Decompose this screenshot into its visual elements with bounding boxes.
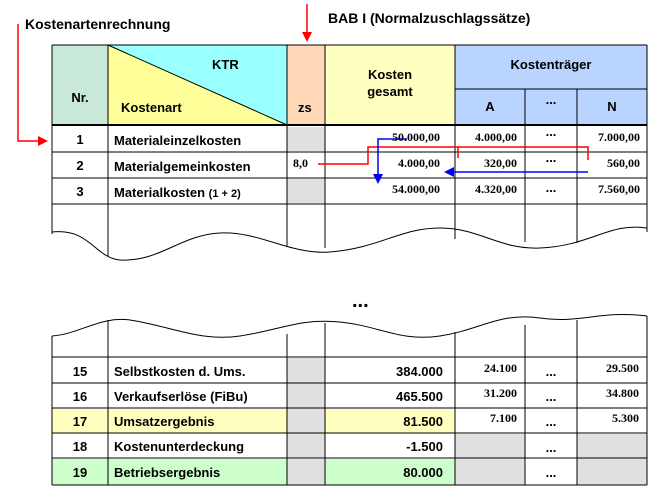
row-dots: ... [545,465,557,480]
row-nr: 15 [72,364,88,379]
row-gesamt: 384.000 [396,364,443,379]
row-dots: ... [545,180,557,195]
header-ktr: KTR [212,57,239,72]
header-col-a: A [485,99,495,114]
row-nr: 19 [72,465,88,480]
row-name: Materialkosten (1 + 2) [114,185,241,200]
row-a: 320,00 [484,156,517,170]
row-n: 34.800 [606,386,639,400]
wavy-cut-top [52,227,647,260]
row-gesamt: 54.000,00 [392,182,440,196]
row-dots: ... [545,150,557,165]
row-nr: 2 [76,158,84,173]
header-col-n: N [607,99,617,114]
row-a: 7.100 [490,411,517,425]
row-a: 4.320,00 [475,182,517,196]
row-gesamt: 4.000,00 [398,156,440,170]
row-gesamt: -1.500 [406,439,443,454]
row-a: 4.000,00 [475,130,517,144]
row-name: Materialeinzelkosten [114,133,242,148]
header-kostentraeger: Kostenträger [510,57,592,72]
row-gesamt: 50.000,00 [392,130,440,144]
row-a: 24.100 [484,361,517,375]
row-a: 31.200 [484,386,517,400]
ellipsis-mid: ... [352,290,369,312]
header-kosten: Kosten [367,67,413,82]
row-dots: ... [545,414,557,429]
row-name: Kostenunterdeckung [114,439,245,454]
row-name: Selbstkosten d. Ums. [114,364,246,379]
row-dots: ... [545,124,557,139]
row-dots: ... [545,389,557,404]
row-n: 29.500 [606,361,639,375]
wavy-cut-bottom [52,314,647,337]
row-nr: 16 [72,389,88,404]
header-col-dots: ... [545,92,557,107]
row-name: Materialgemeinkosten [114,159,251,174]
row-n: 7.000,00 [598,130,640,144]
row-gesamt: 465.500 [396,389,443,404]
row-n: 7.560,00 [598,182,640,196]
row-n: 5.300 [612,411,639,425]
kostenartenrechnung-arrow [18,24,46,141]
row-nr: 18 [72,439,88,454]
header-kostenart: Kostenart [121,100,182,115]
row-gesamt: 81.500 [403,414,443,429]
kostenartenrechnung-label: Kostenartenrechnung [25,16,171,32]
nr-header-bg [52,45,108,125]
header-nr: Nr. [71,90,89,105]
row-gesamt: 80.000 [403,465,443,480]
row-name: Umsatzergebnis [114,414,215,429]
row-name: Verkaufserlöse (FiBu) [114,389,248,404]
header-zs: zs [298,100,312,115]
row-name: Betriebsergebnis [114,465,221,480]
row-dots: ... [545,440,557,455]
row-n: 560,00 [607,156,640,170]
header-gesamt: gesamt [367,84,413,99]
bab-label: BAB I (Normalzuschlagssätze) [328,10,531,26]
row-dots: ... [545,364,557,379]
row-nr: 3 [76,184,84,199]
row-nr: 1 [76,132,84,147]
row-zs: 8,0 [293,156,308,170]
row-nr: 17 [72,414,88,429]
